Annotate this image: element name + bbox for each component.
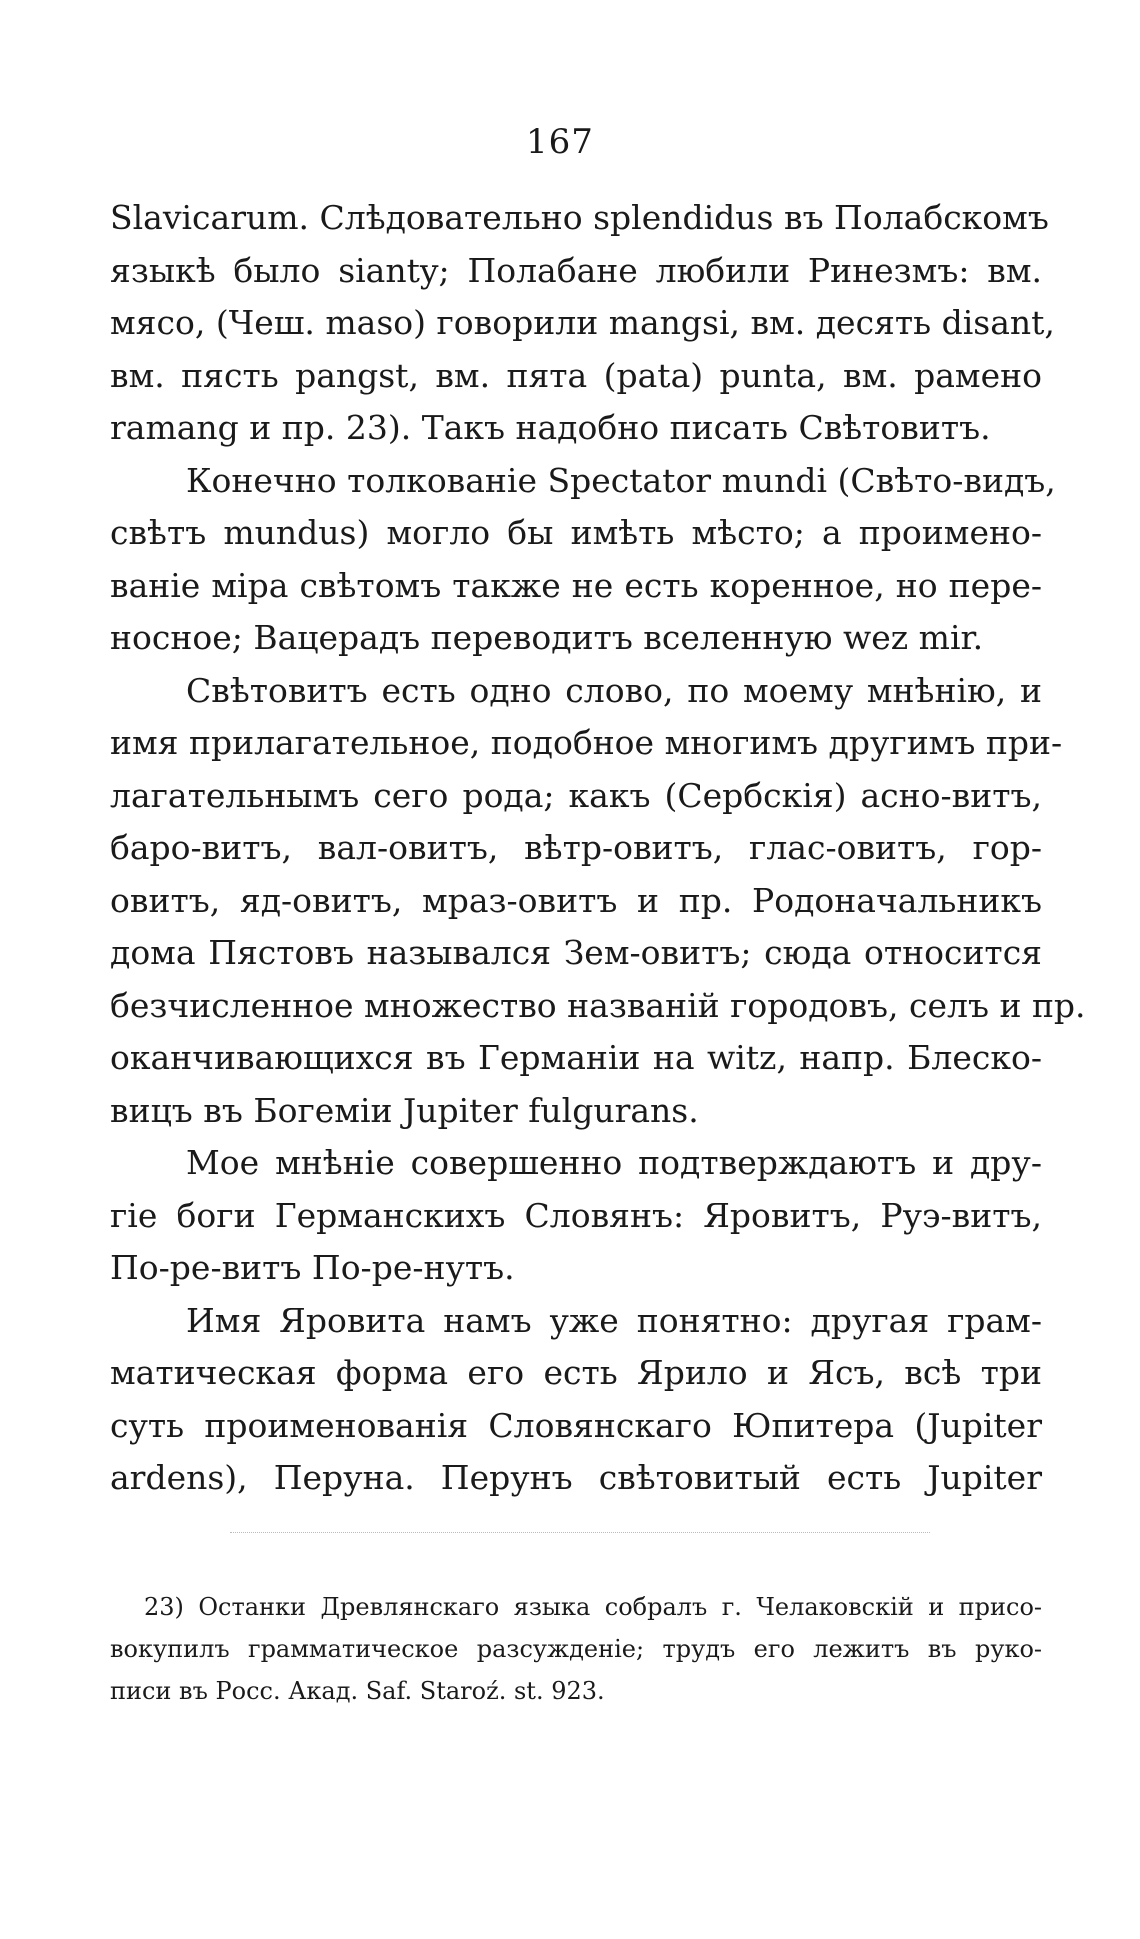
text-line: Свѣтовитъ есть одно слово, по моему мнѣнію, и bbox=[186, 670, 1042, 710]
text-line: овитъ, яд-овитъ, мраз-овитъ и пр. Родоначальникъ bbox=[110, 880, 1042, 920]
text-line: дома Пястовъ назывался Зем-овитъ; сюда относится bbox=[110, 933, 1042, 972]
footnote-line: писи въ Росс. Акад. Saf. Staroź. st. 923. bbox=[110, 1677, 605, 1705]
text-line: языкѣ было sianty; Полабане любили Ринезмъ: вм. bbox=[110, 250, 1042, 290]
text-line: Конечно толкованіе Spectator mundi (Свѣто-видъ, bbox=[186, 460, 1056, 500]
page-number: 167 bbox=[526, 122, 594, 162]
text-line: гіе боги Германскихъ Словянъ: Яровитъ, Руэ-витъ, bbox=[110, 1195, 1042, 1235]
text-line: оканчивающихся въ Германіи на witz, напр. Блеско- bbox=[110, 1038, 1042, 1077]
text-line: По-ре-витъ По-ре-нутъ. bbox=[110, 1248, 515, 1287]
text-line: лагательнымъ сего рода; какъ (Сербскія) асно-витъ, bbox=[110, 775, 1042, 815]
footnote-line: 23) Останки Древлянскаго языка собралъ г. Челаковскій и присо- bbox=[144, 1593, 1042, 1621]
footnote-separator bbox=[230, 1532, 930, 1534]
text-line: ваніе міра свѣтомъ также не есть коренное, но пере- bbox=[110, 565, 1042, 605]
text-line: безчисленное множество названій городовъ, селъ и пр. bbox=[110, 985, 1086, 1025]
text-line: ardens), Перуна. Перунъ свѣтовитый есть Jupiter bbox=[110, 1458, 1042, 1497]
text-line: суть проименованія Словянскаго Юпитера (Jupiter bbox=[110, 1405, 1042, 1445]
text-line: Slavicarum. Слѣдовательно splendidus въ Полабскомъ bbox=[110, 198, 1049, 237]
text-line: ramang и пр. 23). Такъ надобно писать Свѣтовитъ. bbox=[110, 408, 991, 447]
footnote-line: вокупилъ грамматическое разсужденіе; трудъ его лежитъ въ руко- bbox=[110, 1635, 1042, 1663]
text-line: вм. пясть pangst, вм. пята (pata) punta, вм. рамено bbox=[110, 355, 1042, 395]
text-line: имя прилагательное, подобное многимъ другимъ при- bbox=[110, 723, 1063, 762]
text-line: свѣтъ mundus) могло бы имѣть мѣсто; а проимено- bbox=[110, 513, 1042, 552]
text-line: вицъ въ Богеміи Jupiter fulgurans. bbox=[110, 1090, 699, 1130]
text-line: баро-витъ, вал-овитъ, вѣтр-овитъ, глас-овитъ, гор- bbox=[110, 828, 1042, 867]
text-line: Мое мнѣніе совершенно подтверждаютъ и дру- bbox=[186, 1143, 1042, 1182]
text-line: матическая форма его есть Ярило и Ясъ, всѣ три bbox=[110, 1353, 1042, 1392]
text-line: носное; Вацерадъ переводитъ вселенную wez mir. bbox=[110, 618, 984, 657]
text-line: Имя Яровита намъ уже понятно: другая грам- bbox=[186, 1300, 1042, 1340]
main-text bbox=[110, 192, 1086, 1505]
footnote bbox=[110, 1586, 1042, 1712]
text-line: мясо, (Чеш. maso) говорили mangsi, вм. десять disant, bbox=[110, 303, 1055, 342]
